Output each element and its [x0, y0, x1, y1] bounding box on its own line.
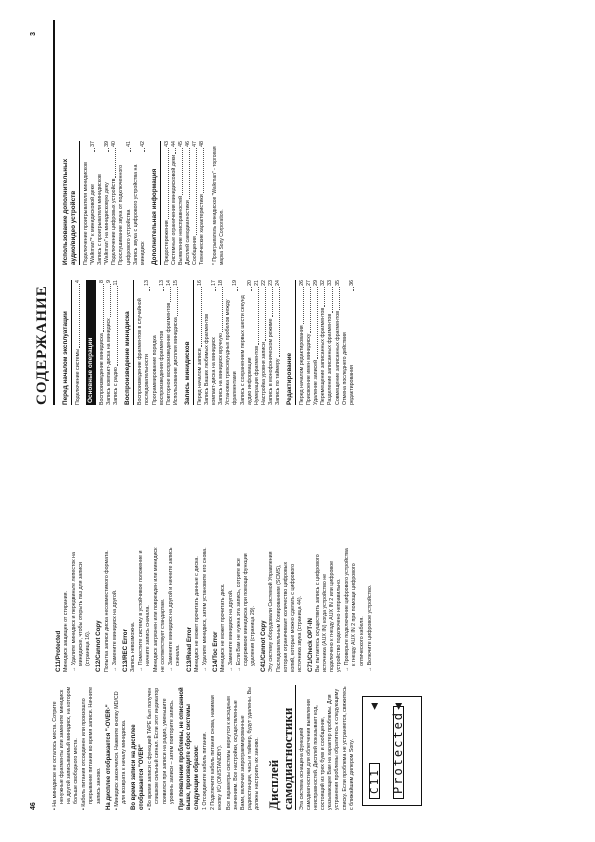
diag-entry: [122, 547, 183, 672]
toc-entry-page: 4: [75, 280, 81, 283]
toc-section-title: Воспроизведение минидиска: [124, 280, 134, 405]
toc-entry-page: 29: [313, 280, 320, 286]
diag-entry: [212, 547, 258, 672]
toc-entry[interactable]: [197, 280, 204, 405]
toc-entry-title: Системные ограничения минидисковой деки: [170, 154, 177, 265]
toc-entry[interactable]: [137, 280, 151, 405]
toc-leader: [117, 287, 118, 367]
toc-entry-title: Удаление записей: [313, 359, 320, 405]
toc-entry-title: Подключение цифровых устройств: [111, 178, 118, 265]
toc-entry-page: 24: [274, 280, 281, 286]
toc-entry-page: 11: [113, 280, 120, 286]
entry-line: Попытка записи диска несовместимого формата.: [103, 550, 110, 672]
toc-entry[interactable]: [327, 280, 334, 405]
toc-entry-title: Запись в монофоническом режиме: [267, 318, 274, 405]
over-heading: На дисплее отображается "-OVER-": [105, 704, 112, 810]
toc-leader: [258, 287, 259, 345]
toc-leader: [103, 284, 104, 332]
toc-entry-page: 48: [199, 141, 206, 147]
toc-entry-title: Сообщения: [192, 236, 199, 265]
toc-entry-title: Перед началом записи: [196, 348, 203, 405]
entry-line: → Замените минидиск на другой и начните запись сначала.: [168, 547, 182, 672]
toc-leader: [130, 148, 131, 152]
toc-entry-title: Запись звука с цифрового устройства на минидиск: [132, 164, 146, 265]
toc-entry[interactable]: [171, 141, 178, 265]
left-col2: [52, 547, 375, 672]
toc-entry-page: 39: [104, 141, 111, 147]
toc-entry-page: 40: [111, 141, 118, 147]
toc-section-title: Перед началом эксплуатации: [62, 280, 72, 405]
toc-leader: [332, 287, 333, 313]
diag-entry: [186, 547, 209, 672]
toc-entry-title: Подключение системы: [75, 348, 81, 405]
over2-heading: Во время записи на дисплее отображается "OVER": [131, 724, 145, 810]
toc-leader: [182, 148, 183, 195]
toc-section-title: Дополнительная информация: [151, 141, 161, 265]
diag-heading: Дисплей самодиагностики: [267, 685, 296, 810]
toc-entry-page: 16: [196, 280, 203, 286]
toc-leader: [163, 287, 164, 291]
entry-line: → Удалите минидиск и передвиньте лепесток на минидиске, чтобы открыть паз для записи (страница 16).: [71, 552, 92, 672]
toc-entry-page: 47: [192, 141, 199, 147]
reset-step: 1 Отсоедините кабель питания.: [202, 732, 209, 810]
toc-entry-page: 45: [178, 141, 185, 147]
toc-entry-page: 27: [306, 280, 313, 286]
toc-entry-page: 15: [172, 280, 179, 286]
diag-entry: [307, 547, 374, 672]
page-number-left: 46: [30, 802, 37, 810]
entry-code: C13/REC Error: [121, 629, 129, 672]
toc-entry-page: 19: [232, 280, 239, 286]
toc-entry-title: Запись с сохранением первых шести секунд аудио информации: [239, 295, 253, 405]
toc-leader: [317, 287, 318, 359]
toc-leader: [339, 287, 340, 310]
display-illustration: [362, 696, 422, 806]
reset-heading: При появлении проблемы, не описанной выше, произведите сброс системы следующим образом:: [178, 687, 200, 810]
toc-entry-page: 17: [211, 280, 218, 286]
toc-leader: [353, 287, 354, 291]
entry-line: Эту систему оборудовали Системой Управления Последовательным Копированием (SCMS), которая ограничивает количество цифровых копий, которые можно сделать с цифрового источника звука (страница 44).: [268, 551, 303, 672]
bullet: • На минидиске не осталось места. Сотрите ненужные фрагменты или замените минидиск на другой записываемый минидиск, на котором больше свободного места.: [52, 686, 80, 810]
diag-entry: [55, 547, 92, 672]
toc-entry[interactable]: [97, 141, 111, 265]
toc-entry-page: 26: [299, 280, 306, 286]
entry-code: C14/Toc Error: [211, 631, 219, 672]
page-number-right: 3: [30, 32, 37, 36]
toc-entry[interactable]: [83, 141, 97, 265]
toc-entry-title: Совмещение записанных фрагментов: [334, 310, 341, 405]
bullet: • Кабель питания отсоединен или произошло прерывание питания во время записи. Начните запись заново.: [81, 686, 102, 810]
toc-entry-title: Технические характеристики: [199, 194, 206, 265]
entry-line: → Включите цифровое устройство.: [366, 584, 373, 672]
toc-entry[interactable]: [225, 280, 239, 405]
toc-entry[interactable]: [113, 280, 120, 405]
entry-line: → Проверьте подключение цифрового устройства к гнезду AUX IN 2 при помощи цифрового оптического кабеля.: [344, 548, 365, 672]
over-text: • Минидиск закончился. Нажмите кнопку MD/CD для возврата к началу минидиска.: [114, 691, 128, 810]
toc-entry-page: 23: [267, 280, 274, 286]
toc-entry-title: Запись по таймеру: [274, 358, 281, 405]
toc-entry-page: 22: [260, 280, 267, 286]
diag-text: Эта система оснащена функцией самодиагностики для облегчения выявления неисправностей. Дисплей показывает код, состоящий из трех букв и сообщение, указывающее Вам на характер проблемы. Для устранения проблемы обратитесь к следующему списку. Если проблема не устраняется, свяжитесь с ближайшим дилером Sony.: [298, 686, 355, 810]
over2-text: • Во время записи с функцией TAPE был получен слишком сильный сигнал. Если этот индикатор появился при записи на радио, уменьшите уровень записи – затем повторите запись.: [147, 687, 175, 810]
toc-entry[interactable]: [342, 280, 356, 405]
toc-section-title: Редактирование: [286, 280, 296, 405]
toc-leader: [79, 284, 80, 348]
entry-line: Минидиск не может прочитать диск.: [219, 583, 226, 672]
toc-entry-title: Прослушивание звука от подключенного цифрового устройства: [118, 164, 132, 265]
toc-section-title: Основные операции: [86, 280, 96, 405]
toc-entry[interactable]: [313, 280, 320, 405]
toc-leader: [110, 284, 111, 317]
diag-entry: [260, 547, 304, 672]
toc-leader: [251, 287, 252, 291]
toc-entry-page: 46: [185, 141, 192, 147]
toc-leader: [222, 287, 223, 332]
toc-entry-title: Запись Ваших любимых фрагментов компакт-диска на минидиск: [204, 313, 218, 405]
display-code: C11: [369, 763, 380, 799]
toc-entry-title: Предостережения: [163, 220, 170, 265]
toc-entry[interactable]: [335, 280, 342, 405]
entry-line: Минидиск загрязнен или поврежден или минидиск не соответствует стандартам.: [153, 547, 167, 672]
toc-entry[interactable]: [299, 280, 306, 405]
toc-entry-title: Выявление неисправностей: [178, 195, 185, 265]
toc-entry[interactable]: [199, 141, 206, 265]
toc-entry-title: Установка трехсекундных пробелов между фрагментами: [225, 299, 239, 405]
left-page: [0, 421, 595, 842]
toc-leader: [310, 287, 311, 333]
toc-section-title: Запись минидисков: [184, 280, 194, 405]
toc-leader: [303, 287, 304, 324]
entry-line: → Замените минидиск на другой.: [227, 589, 234, 672]
toc-entry-title: Перемещение записанных фрагментов: [320, 307, 327, 405]
entry-line: Минидиск не может прочитать данные с диска.: [193, 556, 200, 672]
diag-entry: [95, 547, 118, 672]
contents-title: СОДЕРЖАНИЕ: [34, 20, 55, 405]
entry-code: C71/Check OPT-IN: [306, 618, 314, 672]
toc-entry-page: 35: [334, 280, 341, 286]
entry-code: C12/Cannot Copy: [95, 620, 103, 672]
toc-entry[interactable]: [275, 280, 282, 405]
toc-entry-title: Отмена последнего действия редактирования: [341, 332, 355, 405]
toc-leader: [175, 148, 176, 154]
toc-entry-page: 13: [158, 280, 165, 286]
toc-entry[interactable]: [204, 280, 218, 405]
toc-entry-page: 9: [106, 280, 113, 283]
display-message: Protected: [393, 706, 404, 799]
entry-code: C41/Cannot Copy: [260, 620, 268, 672]
entry-code: C11/Protected: [55, 630, 62, 672]
toc-section-title: Использование дополнительных аудио/видео устройств: [62, 141, 80, 265]
toc-col1: [58, 280, 356, 405]
toc-leader: [196, 148, 197, 235]
toc-entry[interactable]: [166, 280, 173, 405]
toc-leader: [170, 287, 171, 302]
toc-entry[interactable]: [106, 280, 113, 405]
toc-entry-title: Присвоение имен минидиску: [306, 333, 313, 405]
toc-entry-title: Дисплей самодиагностики: [185, 200, 192, 265]
toc-leader: [149, 287, 150, 291]
toc-leader: [279, 287, 280, 358]
arrow-left-icon: ◀: [392, 703, 403, 710]
entry-line: → Удалите минидиск, затем установите его снова.: [201, 547, 208, 672]
toc-entry[interactable]: [218, 280, 225, 405]
toc-entry-title: Запись на минидиск вручную: [218, 333, 225, 405]
toc-entry[interactable]: [164, 141, 171, 265]
toc-entry[interactable]: [320, 280, 327, 405]
toc-entry-title: Воспроизведение минидиска: [99, 333, 106, 405]
toc-entry-title: Запись с проигрывателя минидисков "Walkman" на минидисковую деку: [97, 174, 111, 265]
toc-leader: [265, 287, 266, 341]
toc-entry-page: 18: [218, 280, 225, 286]
toc-entry-title: Запись компакт-диска на минидиск: [106, 318, 113, 405]
toc-entry[interactable]: [111, 141, 118, 265]
toc-leader: [144, 148, 145, 152]
toc-leader: [203, 148, 204, 193]
reset-step: Все параметры системы вернутся к исходным значениям. Все настройки, осуществленные Вами, включая запрограммированные радиостанции, часы и таймер, будут удалены. Вы должны настроить их заново.: [225, 686, 260, 810]
toc-entry[interactable]: [118, 141, 132, 265]
toc-entry-page: 20: [246, 280, 253, 286]
toc-leader: [115, 148, 116, 178]
toc-leader: [94, 148, 95, 152]
toc-leader: [324, 287, 325, 307]
entry-line: Вы пытаетесь осуществить запись с цифрового источника (AUX IN) когда устройство не подключено к гнезду AUX IN 2 или цифровое устройство подключено неправильно.: [315, 554, 343, 672]
toc-entry-page: 13: [144, 280, 151, 286]
toc-entry-page: 21: [253, 280, 260, 286]
toc-col2: [58, 141, 226, 265]
entry-line: → Замените минидиск на другой.: [111, 589, 118, 672]
toc-leader: [177, 287, 178, 316]
entry-line: → Если Вам не нужна эта запись, сотрите все содержимое минидиска при помощи функции удаления (страница 29).: [236, 553, 257, 672]
toc-entry-page: 8: [99, 280, 106, 283]
toc-entry-page: 14: [165, 280, 172, 286]
toc-leader: [168, 148, 169, 219]
toc-entry[interactable]: [75, 280, 82, 405]
reset-step: 2 Подключите кабель питания снова, нажимая кнопку I/⏻ (ON/STANDBY).: [210, 695, 224, 810]
toc-entry-title: Повторное воспроизведение фрагментов: [165, 302, 172, 405]
toc-entry-page: 44: [170, 141, 177, 147]
toc-entry[interactable]: [99, 280, 106, 405]
toc-leader: [201, 287, 202, 348]
toc-entry-title: Нумерация фрагментов: [253, 345, 260, 405]
entry-line: → Поместите систему в устойчивое положение и начните запись сначала.: [137, 550, 152, 672]
toc-entry-title: Подключение проигрывателя минидисков "Walkman"* к минидисковой деке: [83, 162, 97, 265]
toc-entry-page: 33: [327, 280, 334, 286]
toc-entry-page: 37: [90, 141, 97, 147]
toc-entry-title: Программирование порядка воспроизведения фрагментов: [151, 330, 165, 405]
toc-leader: [215, 287, 216, 291]
toc-leader: [189, 148, 190, 199]
toc-entry[interactable]: [240, 280, 254, 405]
toc-entry-page: 43: [163, 141, 170, 147]
toc-leader: [108, 148, 109, 152]
toc-leader: [272, 287, 273, 318]
toc-entry-page: 42: [139, 141, 146, 147]
toc-entry-title: Воспроизведение фрагментов в случайной последовательности: [137, 298, 151, 405]
arrow-left-icon: ◀: [368, 703, 379, 710]
toc-entry[interactable]: [254, 280, 261, 405]
toc-leader: [237, 287, 238, 291]
toc-entry[interactable]: [192, 141, 199, 265]
toc-entry-title: Разделение записанных фрагментов: [327, 313, 334, 405]
toc-entry[interactable]: [133, 141, 147, 265]
toc-entry-title: Запись с радио: [113, 367, 120, 405]
footnote: * Проигрыватель минидисков "Walkman" - торговая марка Sony Corporation.: [212, 146, 225, 265]
toc-entry[interactable]: [185, 141, 192, 265]
toc-entry-page: 32: [320, 280, 327, 286]
toc-entry-page: 36: [348, 280, 355, 286]
toc-entry-title: Настройка уровня записи: [260, 342, 267, 405]
entry-line: Запись невозможна.: [129, 621, 136, 672]
entry-line: Минидиск защищен от стирания.: [63, 591, 70, 672]
toc-entry[interactable]: [261, 280, 268, 405]
left-col1: [52, 685, 426, 810]
toc-entry[interactable]: [173, 280, 180, 405]
toc-entry-title: Перед началом редактирования: [299, 325, 306, 405]
toc-entry[interactable]: [152, 280, 166, 405]
toc-entry-title: Использование дисплея минидиска: [172, 317, 179, 405]
toc-entry-page: 41: [125, 141, 132, 147]
toc-entry[interactable]: [268, 280, 275, 405]
entry-code: C13/Read Error: [185, 626, 193, 672]
